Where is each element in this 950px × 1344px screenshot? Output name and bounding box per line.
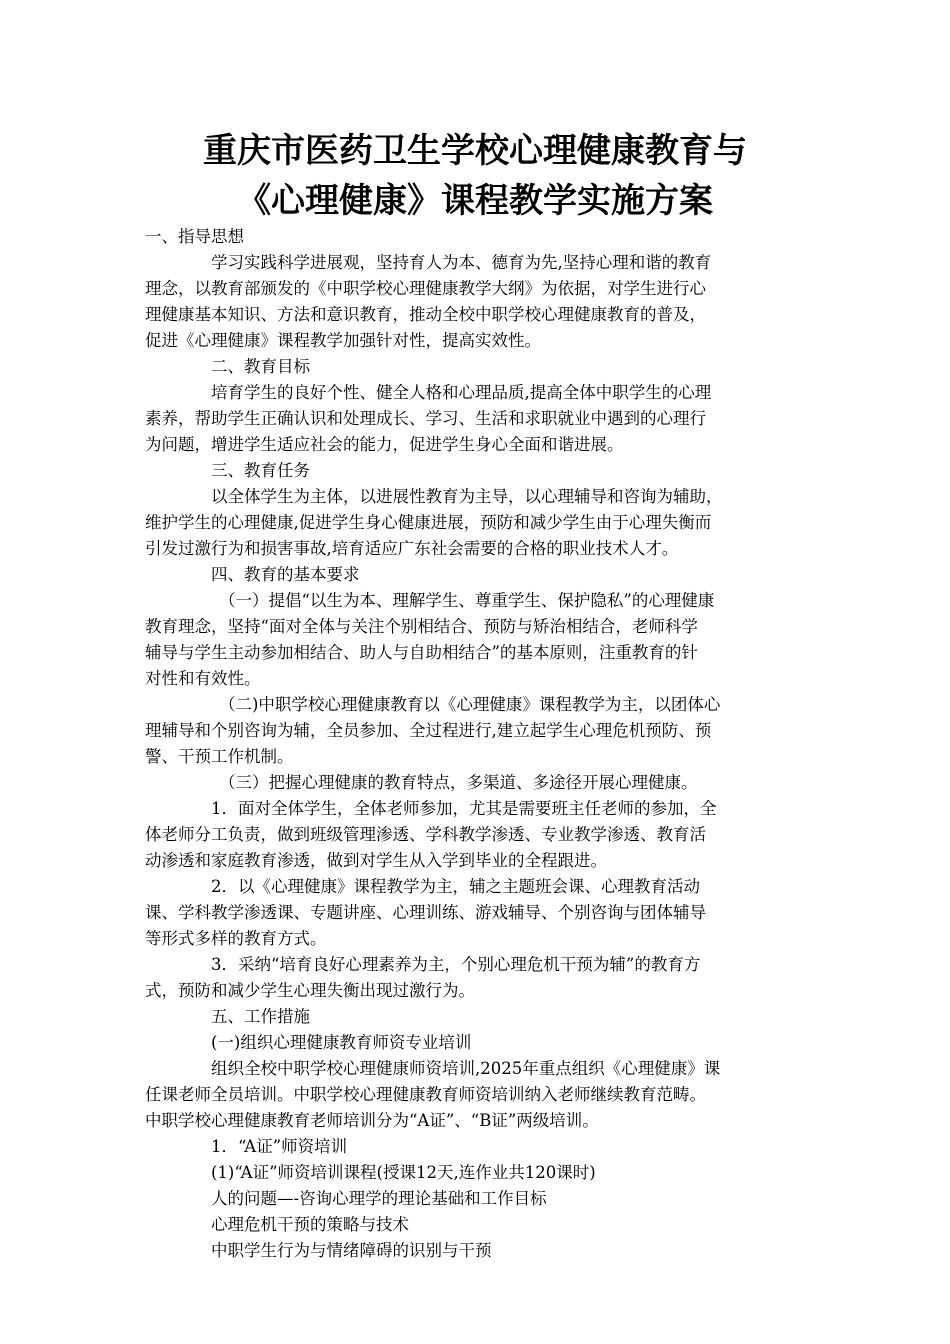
section-heading: 二、教育目标 [211,357,310,376]
paragraph-line: 课、学科教学渗透课、专题讲座、心理训练、游戏辅导、个别咨询与团体辅导 [145,903,706,922]
paragraph-line: 辅导与学生主动参加相结合、助人与自助相结合”的基本原则，注重教育的针 [145,643,698,662]
list-item: (1)“A证”师资培训课程(授课12天,连作业共120课时) [211,1163,596,1182]
document-title-line2: 《心理健康》课程教学实施方案 [237,181,713,221]
paragraph-line: 中职学校心理健康教育老师培训分为“A证”、“B证”两级培训。 [145,1111,599,1130]
document-title-line1: 重庆市医药卫生学校心理健康教育与 [203,131,747,171]
paragraph-line: 培育学生的良好个性、健全人格和心理品质,提高全体中职学生的心理 [211,383,712,402]
list-item: 2．以《心理健康》课程教学为主，辅之主题班会课、心理教育活动 [211,877,700,896]
paragraph-line: 素养，帮助学生正确认识和处理成长、学习、生活和求职就业中遇到的心理行 [145,409,706,428]
paragraph-line: （一）提倡“以生为本、理解学生、尊重学生、保护隐私”的心理健康 [219,591,715,610]
course-item: 心理危机干预的策略与技术 [211,1215,409,1234]
paragraph-line: 警、干预工作机制。 [145,747,294,766]
paragraph-line: 式，预防和减少学生心理失衡出现过激行为。 [145,981,475,1000]
paragraph-line: 为问题，增进学生适应社会的能力，促进学生身心全面和谐进展。 [145,435,624,454]
section-heading: 五、工作措施 [211,1007,310,1026]
paragraph-line: 理辅导和个别咨询为辅，全员参加、全过程进行,建立起学生心理危机预防、预 [145,721,712,740]
list-item: 1．面对全体学生，全体老师参加，尤其是需要班主任老师的参加，全 [211,799,717,818]
section-heading: 三、教育任务 [211,461,310,480]
paragraph-line: （三）把握心理健康的教育特点，多渠道、多途径开展心理健康。 [219,773,698,792]
paragraph-line: 以全体学生为主体，以进展性教育为主导，以心理辅导和咨询为辅助， [211,487,723,506]
paragraph-line: 教育理念，坚持“面对全体与关注个别相结合、预防与矫治相结合，老师科学 [145,617,698,636]
document-body [145,224,807,1264]
course-item: 人的问题—-咨询心理学的理论基础和工作目标 [211,1189,547,1208]
paragraph-line: 促进《心理健康》课程教学加强针对性，提高实效性。 [145,331,541,350]
paragraph-line: 维护学生的心理健康,促进学生身心健康进展，预防和减少学生由于心理失衡而 [145,513,712,532]
paragraph-line: 引发过激行为和损害事故,培育适应广东社会需要的合格的职业技术人才。 [145,539,679,558]
course-item: 中职学生行为与情绪障碍的识别与干预 [211,1241,492,1260]
paragraph-line: 理念，以教育部颁发的《中职学校心理健康教学大纲》为依据，对学生进行心 [145,279,706,298]
paragraph-line: 组织全校中职学校心理健康师资培训,2025年重点组织《心理健康》课 [211,1059,721,1078]
list-item: 1．“A证”师资培训 [211,1137,348,1156]
section-heading: 一、指导思想 [145,227,244,246]
list-item: 3．采纳“培育良好心理素养为主，个别心理危机干预为辅”的教育方 [211,955,701,974]
paragraph-line: 对性和有效性。 [145,669,261,688]
section-heading: 四、教育的基本要求 [211,565,360,584]
subsection-heading: (一)组织心理健康教育师资专业培训 [211,1033,472,1052]
paragraph-line: 动渗透和家庭教育渗透，做到对学生从入学到毕业的全程跟进。 [145,851,607,870]
paragraph-line: 理健康基本知识、方法和意识教育，推动全校中职学校心理健康教育的普及， [145,305,706,324]
paragraph-line: 任课老师全员培训。中职学校心理健康教育师资培训纳入老师继续教育范畴。 [145,1085,706,1104]
paragraph-line: 学习实践科学进展观，坚持育人为本、德育为先,坚持心理和谐的教育 [211,253,712,272]
paragraph-line: 体老师分工负责，做到班级管理渗透、学科教学渗透、专业教学渗透、教育活 [145,825,706,844]
paragraph-line: 等形式多样的教育方式。 [145,929,327,948]
paragraph-line: （二)中职学校心理健康教育以《心理健康》课程教学为主，以团体心 [219,695,721,714]
